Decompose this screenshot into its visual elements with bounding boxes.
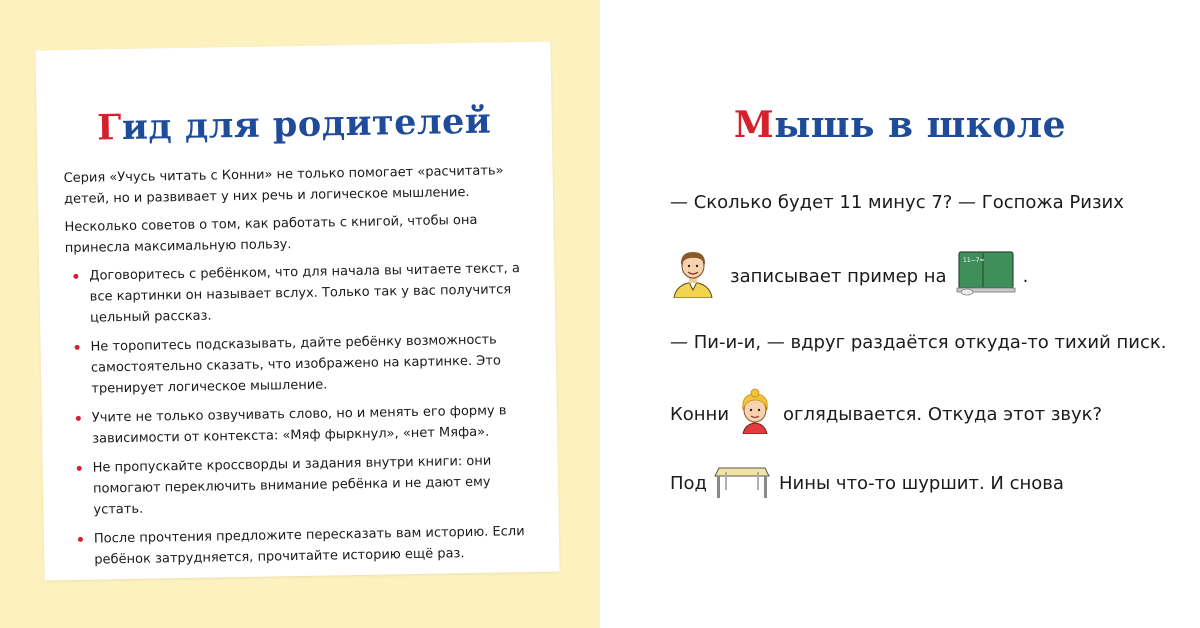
story-text: Конни	[670, 404, 730, 425]
story-line	[670, 248, 1028, 306]
girl-connie-icon	[735, 388, 775, 442]
guide-tip: Учите не только озвучивать слово, но и менять его форму в зависимости от контекста: «Мяф фыркнул», «нет Мяфа».	[68, 400, 534, 450]
story-title	[600, 104, 1200, 146]
story-line	[670, 190, 1124, 216]
story-text: .	[1022, 266, 1029, 287]
teacher-icon	[670, 248, 716, 306]
board-text: 11−7=	[962, 257, 985, 264]
story-line	[670, 460, 1064, 508]
chalkboard-icon	[955, 250, 1017, 304]
story-line	[670, 388, 1102, 442]
right-page	[600, 0, 1200, 628]
story-text: Под	[670, 473, 707, 494]
guide-title-rest: ид для родителей	[121, 100, 492, 149]
story-text: оглядывается. Откуда этот звук?	[783, 404, 1103, 425]
guide-paragraph: Серия «Учусь читать с Конни» не только помогает «расчитать» детей, но и развивает у них речь и логическое мышление.	[63, 163, 504, 208]
parents-guide-card	[35, 42, 559, 581]
guide-tip: Договоритесь с ребёнком, что для начала вы читаете текст, а все картинки он называет вслух. Только так у вас получится цельный рассказ.	[65, 258, 531, 329]
story-text: записывает пример на	[730, 266, 947, 287]
table-icon	[713, 460, 771, 508]
story-text: — Пи-и-и, — вдруг раздаётся откуда-то тихий писк.	[670, 332, 1167, 353]
guide-title	[36, 100, 552, 150]
story-title-rest: ышь в школе	[774, 104, 1067, 146]
story-title-initial: М	[733, 104, 775, 146]
guide-tip: После прочтения предложите пересказать вам историю. Если ребёнок затрудняется, прочитайте историю ещё раз.	[70, 521, 536, 571]
story-line	[670, 330, 1166, 356]
guide-tips-list	[65, 258, 535, 571]
story-text: — Сколько будет 11 минус 7? — Госпожа Ризих	[670, 192, 1124, 213]
guide-title-initial: Г	[96, 107, 123, 149]
guide-paragraph: Несколько советов о том, как работать с книгой, чтобы она принесла максимальную пользу.	[64, 212, 478, 257]
guide-body	[63, 160, 535, 579]
guide-tip: Не пропускайте кроссворды и задания внутри книги: они помогают переключить внимание ребёнка и не дают ему устать.	[69, 450, 535, 521]
guide-tip: Не торопитесь подсказывать, дайте ребёнку возможность самостоятельно сказать, что изображено на картинке. Это тренирует логическое мышление.	[66, 329, 532, 400]
story-text: Нины что-то шуршит. И снова	[779, 473, 1064, 494]
